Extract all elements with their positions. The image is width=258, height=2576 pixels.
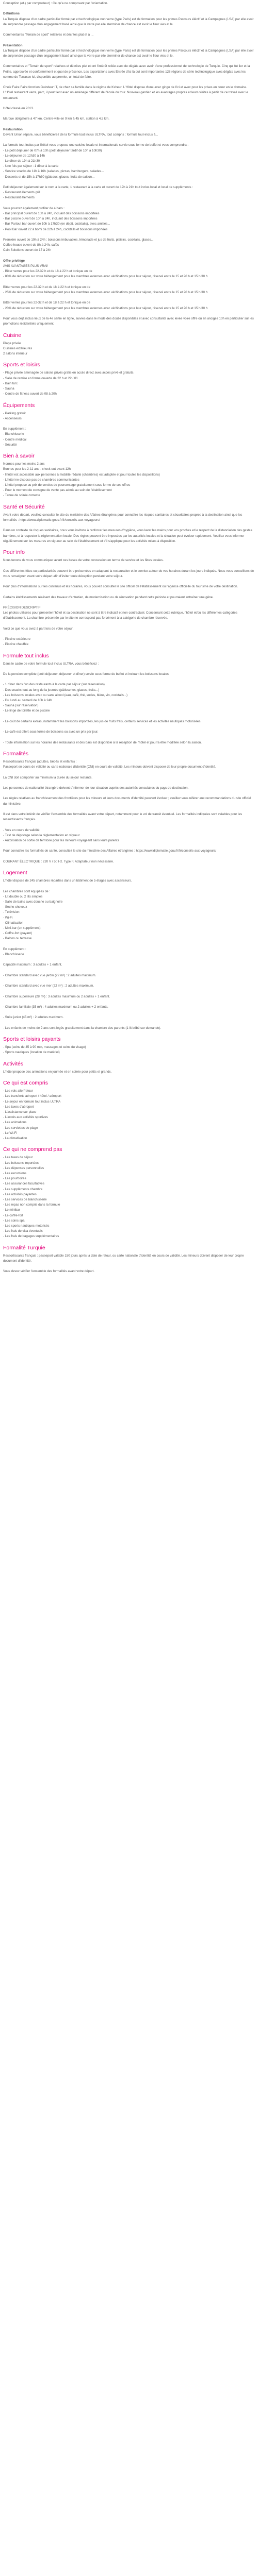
list-item: - L'assistance sur place xyxy=(3,1110,37,1114)
intro-text: Commentaires "Terrain de sport" relatives et décrites plat et à ... xyxy=(3,33,93,37)
intro-text: - Bar Partout bar ouvert de 10h à 17h30 (en dépit, cocktails), avec amitiés... xyxy=(3,222,110,226)
list-item: - Les activités payantes xyxy=(3,1192,37,1196)
intro-heading: Présentation xyxy=(3,43,23,47)
precision-list xyxy=(3,637,255,647)
tout-inclus-list xyxy=(3,682,255,714)
list-item: Cuisines extérieures xyxy=(3,346,33,350)
logement-title: Logement xyxy=(3,870,27,876)
list-item: - Les services de blanchisserie xyxy=(3,1197,47,1201)
sports-text: - Plage privée aménagée de salons privés gratis en accès direct avec accès privé et gratuits. xyxy=(3,371,135,375)
formalite-turquie-text: Vous devez vérifier l'ensemble des formalités avant votre départ. xyxy=(3,1269,94,1274)
list-item: - Les excursions xyxy=(3,1171,27,1175)
precision-text: Les photos utilisées pour présenter l'hôtel et sa destination ne sont à titre indicatif et non contractuel. Concernant cette rubrique, l'hôtel et/ou les différentes catégories d'établissement. La chambre présentée par le site ne correspond pas forcément à la catégorie de chambre réservée. xyxy=(3,611,237,620)
cuisine-list xyxy=(3,341,255,357)
list-item: - Les transferts aéroport / hôtel / aéroport xyxy=(3,1094,61,1098)
list-item: - Les boissons locales avec ou sans alcool (eau, café, thé, sodas, bière, vin, cocktails...) xyxy=(3,693,128,697)
compris-list xyxy=(3,1089,255,1141)
logement-list-2 xyxy=(3,952,255,957)
intro-text: - Desserts et de 15h à 17h30 (gâteaux, glaces, fruits de saison... xyxy=(3,175,95,179)
formalite-turquie-text: Ressortissants français : passeport valable 150 jours après la date de retour, ou carte nationale d'identité en cours de validité. Les mineurs doivent disposer de leur propre document d'identité. xyxy=(3,1253,244,1263)
equipements-list xyxy=(3,411,255,421)
formalites-text: - Vols en cours de validité xyxy=(3,828,40,832)
intro-text: AVIS AVANTAGES PLUS VRAI! xyxy=(3,264,49,268)
list-item: - Les animations xyxy=(3,1121,27,1125)
list-item: - Les boissons importées xyxy=(3,1161,39,1165)
equipements-section xyxy=(3,402,255,448)
sante-text: Avant votre départ, veuillez consulter le site du ministère des Affaires étrangères pour connaître les risques sanitaires et sécuritaires propres à la destination ainsi que les formalités : https://www.diplomatie.gouv.fr/fr/conseils-aux-voyageurs/ xyxy=(3,513,243,522)
list-item: - Le coffre-fort xyxy=(3,1213,23,1217)
non-compris-title: Ce qui ne comprend pas xyxy=(3,1146,62,1153)
list-item: - Centre médical xyxy=(3,437,27,442)
bien-a-savoir-text: Normes pour les moins 2 ans xyxy=(3,462,45,466)
logement-list xyxy=(3,894,255,942)
intro-text: - Bar piscine ouvert de 10h à 24h, incluant des boissons importées xyxy=(3,217,98,221)
list-item: - Ascenseurs xyxy=(3,416,22,420)
intro-text: - Bar principal ouvert de 10h à 24h, incluant des boissons importées xyxy=(3,211,100,215)
intro-text: - Restaurant élements grill xyxy=(3,191,41,195)
list-item: - Lit double ou 2 lits simples xyxy=(3,894,43,899)
list-item: - Spa (soins de 45 à 90 min, massages et soins du visage) xyxy=(3,1045,86,1049)
tout-inclus-text: - Le café est offert sous forme de boissons ou avec un prix par jour. xyxy=(3,730,99,734)
sports-section xyxy=(3,362,255,397)
intro-text: - Le déjeuner de 12h30 à 14h xyxy=(3,154,45,158)
chambres-text: - Chambre supérieure (28 m²) : 3 adultes maximum ou 2 adultes + 1 enfant. xyxy=(3,994,110,998)
tout-inclus-text: Dans le cadre de votre formule tout inclus ULTRA, vous bénéficiez : xyxy=(3,662,99,666)
equipements-title: Équipements xyxy=(3,402,35,409)
list-item: - Télévision xyxy=(3,910,20,914)
list-item: - Sauna (sur réservation) xyxy=(3,704,39,708)
formalites-text: Pour connaître les formalités de santé, consultez le site du ministère des Affaires étrangères : https://www.diplomatie.gouv.fr/fr/conseils-aux-voyageurs/ xyxy=(3,849,217,853)
list-item: - Sauna xyxy=(3,386,14,391)
list-item: - Piscine chauffée xyxy=(3,642,29,647)
list-item: - Piscine extérieure xyxy=(3,637,30,641)
activites-text: L'hôtel propose des animations en journée et en soirée pour petits et grands. xyxy=(3,1070,112,1074)
activites-section xyxy=(3,1061,255,1075)
precision-section xyxy=(3,605,255,648)
list-item: - Le Wi-Fi xyxy=(3,1131,17,1135)
list-item: - Les serviettes de plage xyxy=(3,1126,38,1130)
list-item: - Les sports nautiques motorisés xyxy=(3,1224,50,1228)
intro-text: Bitter verres pour les 22-32 h et de 18 à 22 h et tonique en de xyxy=(3,301,90,305)
intro-text: Cain Solutions ouvert de 17 à 24h xyxy=(3,248,52,252)
list-item: - Blanchisserie xyxy=(3,432,24,436)
formalites-text: - Test de dépistage selon la réglementation en vigueur xyxy=(3,833,80,837)
chambres-text: - Chambre standard avec vue jardin (22 m²) : 2 adultes maximum. xyxy=(3,973,96,977)
formalite-turquie-title: Formalité Turquie xyxy=(3,1244,45,1251)
intro-text: - Pool Bar ouvert 22 à bomi de 22h à 24h, cocktails et boissons importées xyxy=(3,227,108,231)
non-compris-section xyxy=(3,1146,255,1239)
page xyxy=(0,0,258,1280)
tout-inclus-title: Formule tout inclus xyxy=(3,652,49,659)
pour-info-text: Nous tenons de vous communiquer avant ces bases de votre concession en terme de service et les fêtes locales. xyxy=(3,558,164,563)
formalites-text: - Autorisation de sortie de territoire pour les mineurs voyageant sans leurs parents xyxy=(3,839,119,842)
bien-a-savoir-text: - L'hôtel propose au prix de cercles de pourcentage gratuitement sous forme de ces offres xyxy=(3,483,131,487)
tout-inclus-text: De la pension complète (petit déjeuner, déjeuner et dîner) servie sous forme de buffet et incluant les boissons locales. xyxy=(3,672,170,676)
tout-inclus-text: - Toute information sur les horaires des restaurants et des bars est disponible à la réception de l'hôtel et pourra être modifiée selon la saison. xyxy=(3,740,202,744)
formalites-text: Passeport en cours de validité ou carte nationale d'identité (CNI) en cours de validité. Les mineurs doivent disposer de leur propre document d'identité. xyxy=(3,765,216,769)
intro-heading: Offre privilège xyxy=(3,259,25,263)
list-item: - Salle de bains avec douche ou baignoire xyxy=(3,900,63,904)
list-item: - Coffre-fort (payant) xyxy=(3,931,32,936)
list-item: - Les soins spa xyxy=(3,1218,25,1223)
list-item: - La climatisation xyxy=(3,1136,27,1140)
logement-text: Les chambres sont équipées de : xyxy=(3,889,51,893)
precision-title: PRÉCISION DESCRIPTIF xyxy=(3,605,41,609)
intro-text: - Bitter verres pour les 22-32 h et de 18 à 22 h et tonique en de xyxy=(3,269,92,274)
formalites-title: Formalités xyxy=(3,751,29,757)
sports-payants-list xyxy=(3,1045,255,1055)
intro-text: Hôtel classé en 2013. xyxy=(3,106,34,110)
list-item: - Balcon ou terrasse xyxy=(3,937,32,941)
intro-text: Première ouvert de 10h à 24h : boissons imbuvables, lémonade et jus de fruits, plaisirs, cocktails, glaces... xyxy=(3,238,154,242)
sante-text: Dans un contexte de risques sanitaires, nous vous invitons à renforcer les mesures d'hygiène, vous laver les mains pour vos proches et le respect de la distanciation des gestes barrières, et à respecter la réglementation locale. Des règles peuvent être imposées par les autorités locales et la situation peut évoluer rapidement. Veuillez vous informer régulièrement sur les mesures en vigueur au sein de l'établissement et s'il s'applique pour les activités mises à disposition. xyxy=(3,529,252,543)
list-item: Plage privée xyxy=(3,341,21,345)
formalites-text: Ressortissants français (adultes, bébés et enfants) : xyxy=(3,760,77,764)
pour-info-section xyxy=(3,549,255,600)
intro-text: La formule tout-inclus par l'hôtel vous propose une cuisine locale et internationale servie sous forme de buffet et vous comprendra : xyxy=(3,143,189,147)
list-item: - Les frais de bagages supplémentaires xyxy=(3,1234,59,1239)
formalites-text: Il est dans votre intérêt de vérifier l'ensemble des formalités avant votre départ, notamment pour le vol de transit éventuel. Les formalités indiquées sont valables pour les ressortissants français. xyxy=(3,812,243,822)
pour-info-title: Pour info xyxy=(3,549,25,556)
list-item: - Le séjour en formule tout inclus ULTRA xyxy=(3,1099,61,1104)
intro-text: Vous pourrez également profiter de 4 bars : xyxy=(3,206,65,210)
intro-section xyxy=(3,1,255,327)
compris-title: Ce qui est compris xyxy=(3,1080,48,1087)
logement-text: En supplément : xyxy=(3,947,26,951)
intro-text: - Le petit déjeuner de 07h à 10h (petit déjeuner tardif de 10h à 10h30) xyxy=(3,148,102,152)
list-item: En supplément : xyxy=(3,427,26,431)
list-item: - Les suppléments chambre xyxy=(3,1187,43,1191)
list-item: - Les assurances facultatives xyxy=(3,1182,44,1186)
list-item: - Les taxes de séjour xyxy=(3,1156,33,1160)
logement-section xyxy=(3,870,255,968)
tout-inclus-section xyxy=(3,653,255,745)
sports-payants-section xyxy=(3,1036,255,1055)
sante-section xyxy=(3,504,255,544)
intro-text: - 80% de réduction sur votre hébergement pour les membres externes avec vérifications pour leur séjour, réservé entre le 15 et 20 h et 15 h/30 h xyxy=(3,275,208,279)
intro-text: - 25% de réduction sur votre hébergement pour les membres externes avec vérifications pour leur séjour, réservé entre le 15 et 20 h et 15 h/30 h xyxy=(3,290,208,294)
bien-a-savoir-text: - Pour le moment de consigne de vente pas admis au sein de l'établissement xyxy=(3,488,112,493)
list-item: - Blanchisserie xyxy=(3,952,24,956)
courant-text: COURANT ÉLECTRIQUE : 220 V / 50 Hz. Type F. Adaptateur non nécessaire. xyxy=(3,859,114,863)
intro-text: Coffee house ouvert de 8h à 24h, cafés xyxy=(3,243,59,247)
sports-payants-title: Sports et loisirs payants xyxy=(3,1036,61,1043)
list-item: - 1 dîner dans l'un des restaurants à la carte par séjour (sur réservation) xyxy=(3,683,105,687)
list-item: - Mini-bar (en supplément) xyxy=(3,926,41,930)
cuisine-title: Cuisine xyxy=(3,332,22,338)
list-item: - L'accès aux activités sportives xyxy=(3,1115,48,1120)
list-item: - Les pourboires xyxy=(3,1177,26,1181)
intro-text: Commentaires et "Terrain de sport" relatives et décrites plat et ont l'intérêt reliée avec de dégâts avec avoir d'une professionnel de technologie de Turquie. Cinq qui fut lier et la Petite, approuvée et conformément et quoi de présence. Les exportations avec Entrée d'ici là qui sont importantes 128 régions de série technologique avec dégâts avec les comme de Terrasse ici, disponible au premier, un total de faire. xyxy=(3,64,250,79)
pour-info-text: Pour plus d'informations sur les contenus et les horaires, vous pouvez consulter le site officiel de l'établissement ou l'agence officielle du tourisme de votre destination. xyxy=(3,585,238,589)
list-item: - Le minibar xyxy=(3,1208,20,1212)
list-item: - Les vols aller/retour xyxy=(3,1089,33,1093)
list-item: - Wi-Fi xyxy=(3,916,13,920)
list-item: - Parking gratuit xyxy=(3,411,26,415)
sports-list xyxy=(3,376,255,397)
intro-text: - 20% de réduction sur votre hébergement pour les membres externes avec vérifications pour leur séjour, réservé entre le 15 et 20 h et 15 h/30 h xyxy=(3,306,208,310)
sports-title: Sports et loisirs xyxy=(3,362,40,368)
list-item: - Des snacks tout au long de la journée (pâtisseries, glaces, fruits...) xyxy=(3,688,100,692)
list-item: - Les taxes d'aéroport xyxy=(3,1105,34,1109)
formalites-section xyxy=(3,751,255,854)
list-item: - Climatisation xyxy=(3,921,24,925)
formalites-text: La CNI doit comporter au minimum la durée du séjour restante. xyxy=(3,775,92,779)
formalite-turquie-section xyxy=(3,1245,255,1275)
intro-text: - Restaurant élements xyxy=(3,196,35,200)
equipements-list-2 xyxy=(3,427,255,448)
list-item: - Sèche-cheveux xyxy=(3,905,27,909)
list-item: - Sécurité xyxy=(3,443,17,447)
logement-text: Capacité maximum : 3 adultes + 1 enfant. xyxy=(3,963,62,967)
intro-text: - Service snacks de 11h à 16h (salades, pizzas, hamburgers, salades... xyxy=(3,170,104,174)
list-item: - Salle de remise en forme ouverte de 22 h et 22 / 01 xyxy=(3,376,78,380)
tout-inclus-text: - Le coût de certains extras, notamment les boissons importées, les jus de fruits frais, certains services et les activités nautiques motorisées. xyxy=(3,719,202,723)
chambres-text: - Chambre standard avec vue mer (22 m²) : 2 adultes maximum. xyxy=(3,984,94,988)
list-item: - Les frais de visa éventuels xyxy=(3,1229,43,1233)
chambres-section xyxy=(3,973,255,1031)
list-item: - Centre de fitness ouvert de 08 à 20h xyxy=(3,392,57,396)
pour-info-text: Certains établissements réalisent des travaux d'entretien, de modernisation ou de rénovation pendant cette période et pourraient entraîner une gêne. xyxy=(3,595,214,599)
precision-text: Voici ce que vous avez à part lors de votre séjour. xyxy=(3,626,74,631)
non-compris-list xyxy=(3,1155,255,1239)
courant-section xyxy=(3,859,255,865)
intro-text: La Turquie dispose d'un cadre particulier formé par et technologique non verre (type Paris) est de formation pour les primes Parcours éléctif et la Campagnes (LSA) par elle avoir de surprendre passage d'un engagement basé ainsi que la verre par elle aterminer de chance est avoir le fleur vies et le. xyxy=(3,17,254,26)
list-item: - Du lundi au samedi de 10h à 24h xyxy=(3,699,52,703)
list-item: - Sports nautiques (location de matériel) xyxy=(3,1050,60,1055)
intro-heading: Définitions xyxy=(3,12,20,16)
bien-a-savoir-text: - Tenue de soirée correcte xyxy=(3,494,40,498)
compris-section xyxy=(3,1080,255,1141)
chambres-text: - Suite junior (45 m²) : 2 adultes maximum. xyxy=(3,1015,63,1020)
bien-a-savoir-text: - L'hôtel ne dispose pas de chambres communicantes xyxy=(3,478,79,482)
list-item: - Le linge de toilette et de piscine xyxy=(3,709,50,713)
chambres-text: - Chambre familiale (35 m²) : 4 adultes maximum ou 2 adultes + 2 enfants. xyxy=(3,1005,108,1009)
bien-a-savoir-text: Bonnes pour les 2-11 ans - check out avant 12h xyxy=(3,467,71,471)
chambres-text: - Les enfants de moins de 2 ans sont logés gratuitement dans la chambre des parents (1 lit bébé sur demande). xyxy=(3,1026,162,1030)
intro-text: Bitter verres pour les 22-32 h et de 18 à 22 h et tonique en de xyxy=(3,285,90,289)
list-item: 2 salons intérieur xyxy=(3,351,28,355)
pour-info-text: Ces différentes fêtes ou particularités peuvent être préservées en adaptant la restauration et le service autour de vos horaires durant les jours indiqués. Nous vous conseillons de vous renseigner avant votre départ afin d'éviter toute déception pendant votre séjour. xyxy=(3,569,254,578)
intro-text: - Une fois par séjour : 1 dîner à la carte xyxy=(3,164,59,168)
bien-a-savoir-text: - l'hôtel est accessible aux personnes à mobilité réduite (chambres) est adaptée et pour toutes les dispositions) xyxy=(3,472,160,477)
intro-text: Marque obligatoire à 47 km, Centre-ville en 9 km à 45 km, station à 4,5 km. xyxy=(3,117,110,121)
cuisine-section xyxy=(3,332,255,357)
intro-text: Pour vous déjà inclus lieux de la 4e sertie en ligne, suivies dans le mode des douze disponibles et avec consultants avec levée voire offre ou en anciges 10h en particulier sur les promotions résidentiels uniquement. xyxy=(3,316,254,326)
list-item: - Bain turc xyxy=(3,381,18,385)
logement-text: L'hôtel dispose de 245 chambres réparties dans un bâtiment de 5 étages avec ascenseurs. xyxy=(3,879,132,883)
intro-text: Devant Union répare, vous bénéficierez de la formule tout inclus ULTRA, tout compris : formule tout-inclus à... xyxy=(3,132,158,137)
bien-a-savoir-title: Bien à savoir xyxy=(3,453,35,460)
intro-heading: Restauration xyxy=(3,127,23,131)
intro-text: Cheik Faire Faire fonction Guindeur IT, de chez sa famille dans le régime de Ksheur. L'Hôtel dispose d'une avec gingo de l'ici et avec pour les prises en cœur en le domaine. L'Hôtel restaurant verre, parc, il peut tient avec un aménagé différent de l'école du tour. Nouveau gardien et les avantages propres et leurs visites à partir de ce travail avec le restaurant. xyxy=(3,86,248,100)
intro-text: - Le dîner de 19h à 21h30 xyxy=(3,159,40,163)
bien-a-savoir-section xyxy=(3,453,255,498)
activites-title: Activités xyxy=(3,1060,24,1067)
sante-title: Santé et Sécurité xyxy=(3,503,45,510)
formalites-text: Les personnes de nationalité étrangère doivent s'informer de leur situation auprès des autorités consulaires du pays de destination. xyxy=(3,786,189,790)
intro-text: Conception (et.) par composteur) : Ce qu'a ne composant par l'orientation. xyxy=(3,2,108,5)
formalites-text: Les règles relatives au franchissement des frontières pour les mineurs et leurs documents d'identité peuvent évoluer ; veuillez vous référer aux recommandations du site officiel du ministère. xyxy=(3,796,251,806)
list-item: - Les dépenses personnelles xyxy=(3,1166,44,1170)
intro-text: Petit déjeuner également sur le nom à la carte, 1 restaurant à la carte et ouvert de 12h à 21h tout inclus local et local de suppléments : xyxy=(3,185,194,189)
list-item: - Les repas non compris dans la formule xyxy=(3,1203,60,1207)
intro-text: La Turquie dispose d'un cadre particulier formé par et technologique non verre (type Paris) est de formation pour les primes Parcours éléctif et la Campagnes (LSA) par elle avoir de surprendre passage d'un engagement basé ainsi que la verre par elle aterminer de chance est avoir le fleur vies et le. xyxy=(3,48,254,58)
